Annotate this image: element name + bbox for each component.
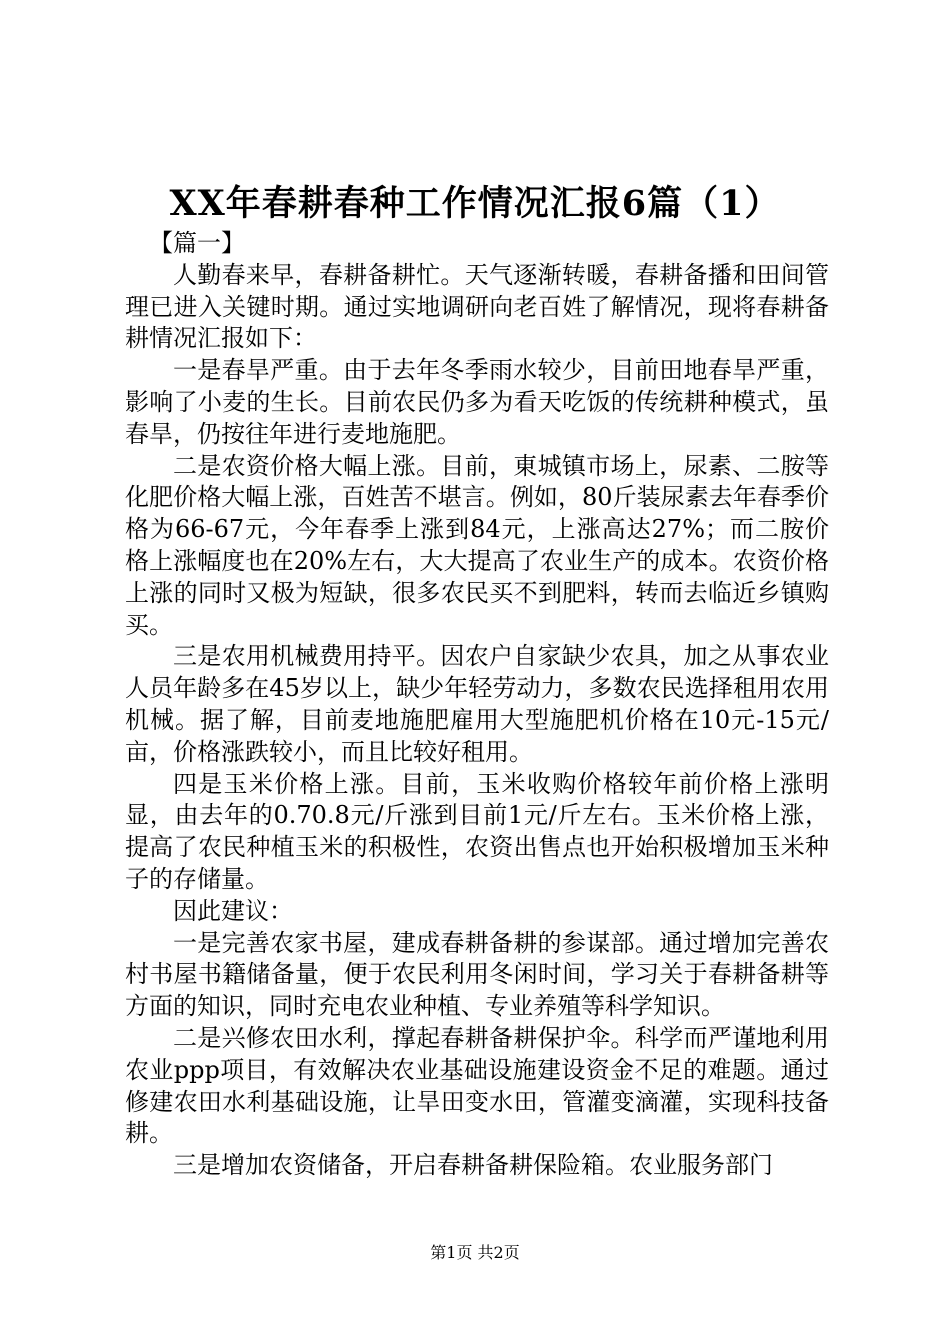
section-label: 【篇一】 — [149, 229, 245, 257]
paragraph-suggestion-1: 一是完善农家书屋，建成春耕备耕的参谋部。通过增加完善农村书屋书籍储备量，便于农民利用冬闲时间，学习关于春耕备耕等方面的知识，同时充电农业种植、专业养殖等科学知识。 — [125, 928, 829, 1021]
paragraph-point-2: 二是农资价格大幅上涨。目前，東城镇市场上，尿素、二胺等化肥价格大幅上涨，百姓苦不堪言。例如，80斤装尿素去年春季价格为66-67元，今年春季上涨到84元，上涨高达27%；而二胺价格上涨幅度也在20%左右，大大提高了农业生产的成本。农资价格上涨的同时又极为短缺，很多农民买不到肥料，转而去临近乡镇购买。 — [125, 451, 829, 639]
document-title: XX年春耕春种工作情况汇报6篇（1） — [169, 183, 781, 224]
paragraph-suggestion-3: 三是增加农资储备，开启春耕备耕保险箱。农业服务部门 — [173, 1151, 773, 1180]
paragraph-point-1: 一是春旱严重。由于去年冬季雨水较少，目前田地春旱严重，影响了小麦的生长。目前农民仍多为看天吃饭的传统耕种模式，虽春旱，仍按往年进行麦地施肥。 — [125, 356, 829, 448]
paragraph-suggestion-2: 二是兴修农田水利，撑起春耕备耕保护伞。科学而严谨地利用农业ppp项目，有效解决农业基础设施建设资金不足的难题。通过修建农田水利基础设施，让旱田变水田，管灌变滴灌，实现科技备耕。 — [125, 1023, 829, 1148]
paragraph-point-3: 三是农用机械费用持平。因农户自家缺少农具，加之从事农业人员年龄多在45岁以上，缺少年轻劳动力，多数农民选择租用农用机械。据了解，目前麦地施肥雇用大型施肥机价格在10元-15元/亩，价格涨跌较小，而且比较好租用。 — [125, 642, 829, 766]
paragraph-intro: 人勤春来早，春耕备耕忙。天气逐渐转暖，春耕备播和田间管理已进入关键时期。通过实地调研向老百姓了解情况，现将春耕备耕情况汇报如下： — [125, 260, 829, 353]
page-footer: 第1页 共2页 — [430, 1243, 520, 1262]
paragraph-suggestion-heading: 因此建议： — [173, 896, 293, 925]
paragraph-point-4: 四是玉米价格上涨。目前，玉米收购价格较年前价格上涨明显，由去年的0.70.8元/斤涨到目前1元/斤左右。玉米价格上涨，提高了农民种植玉米的积极性，农资出售点也开始积极增加玉米种子的存储量。 — [125, 769, 829, 893]
document-body — [125, 228, 829, 1182]
